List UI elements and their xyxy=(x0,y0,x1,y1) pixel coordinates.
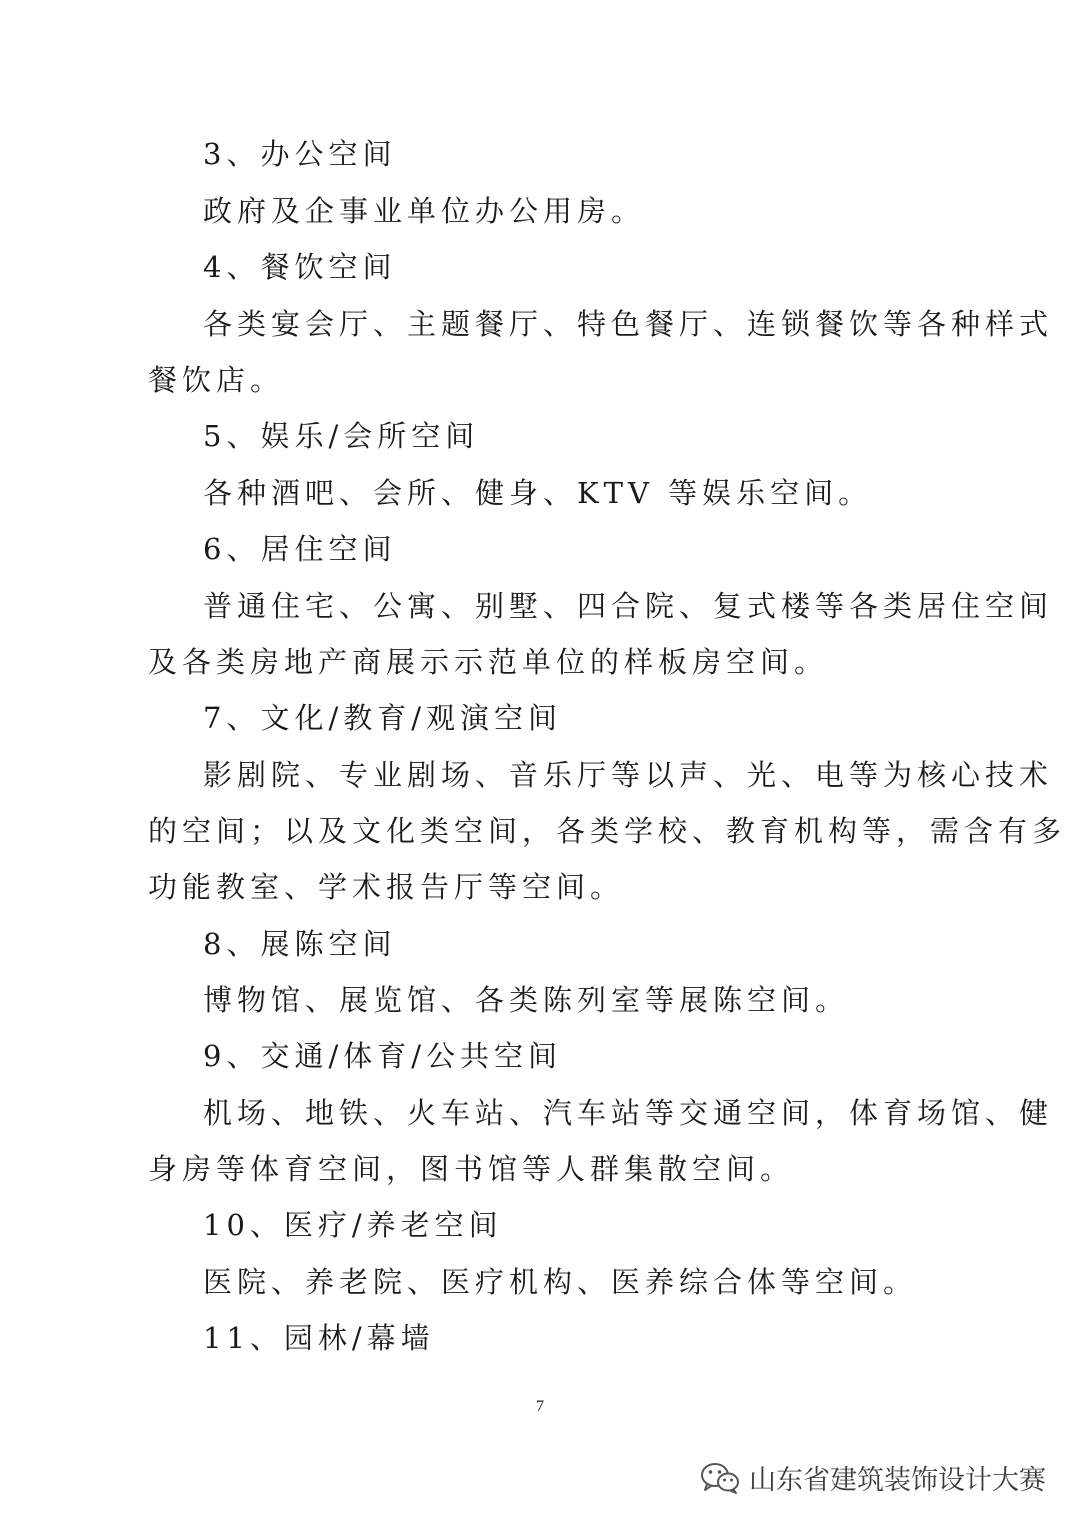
section-heading: 6、居住空间 xyxy=(203,532,397,566)
wechat-icon xyxy=(699,1461,741,1495)
section-heading: 10、医疗/养老空间 xyxy=(203,1208,503,1242)
page-number: 7 xyxy=(536,1398,544,1415)
section-heading: 8、展陈空间 xyxy=(203,927,397,961)
section-text-line: 博物馆、展览馆、各类陈列室等展陈空间。 xyxy=(203,983,850,1017)
section-text-line: 政府及企事业单位办公用房。 xyxy=(203,194,646,228)
section-text-line: 医院、养老院、医疗机构、医养综合体等空间。 xyxy=(203,1265,918,1299)
section-text-line: 及各类房地产商展示示范单位的样板房空间。 xyxy=(148,645,829,679)
section-text-line: 机场、地铁、火车站、汽车站等交通空间，体育场馆、健 xyxy=(203,1096,1054,1130)
section-heading: 7、文化/教育/观演空间 xyxy=(203,701,562,735)
section-text-line: 的空间；以及文化类空间，各类学校、教育机构等，需含有多 xyxy=(148,814,1067,848)
section-text-line: 普通住宅、公寓、别墅、四合院、复式楼等各类居住空间 xyxy=(203,589,1054,623)
section-heading: 9、交通/体育/公共空间 xyxy=(203,1039,562,1073)
section-heading: 5、娱乐/会所空间 xyxy=(203,419,480,453)
section-text-line: 各类宴会厅、主题餐厅、特色餐厅、连锁餐饮等各种样式 xyxy=(203,307,1054,341)
section-text-line: 各种酒吧、会所、健身、KTV 等娱乐空间。 xyxy=(203,476,873,510)
section-text-line: 餐饮店。 xyxy=(148,363,285,397)
section-text-line: 功能教室、学术报告厅等空间。 xyxy=(148,870,625,904)
section-heading: 3、办公空间 xyxy=(203,137,397,171)
section-text-line: 身房等体育空间，图书馆等人群集散空间。 xyxy=(148,1152,795,1186)
section-heading: 11、园林/幕墙 xyxy=(203,1321,435,1355)
watermark xyxy=(699,1458,1046,1497)
section-text-line: 影剧院、专业剧场、音乐厅等以声、光、电等为核心技术 xyxy=(203,758,1054,792)
section-heading: 4、餐饮空间 xyxy=(203,250,397,284)
watermark-text: 山东省建筑装饰设计大赛 xyxy=(749,1465,1046,1496)
